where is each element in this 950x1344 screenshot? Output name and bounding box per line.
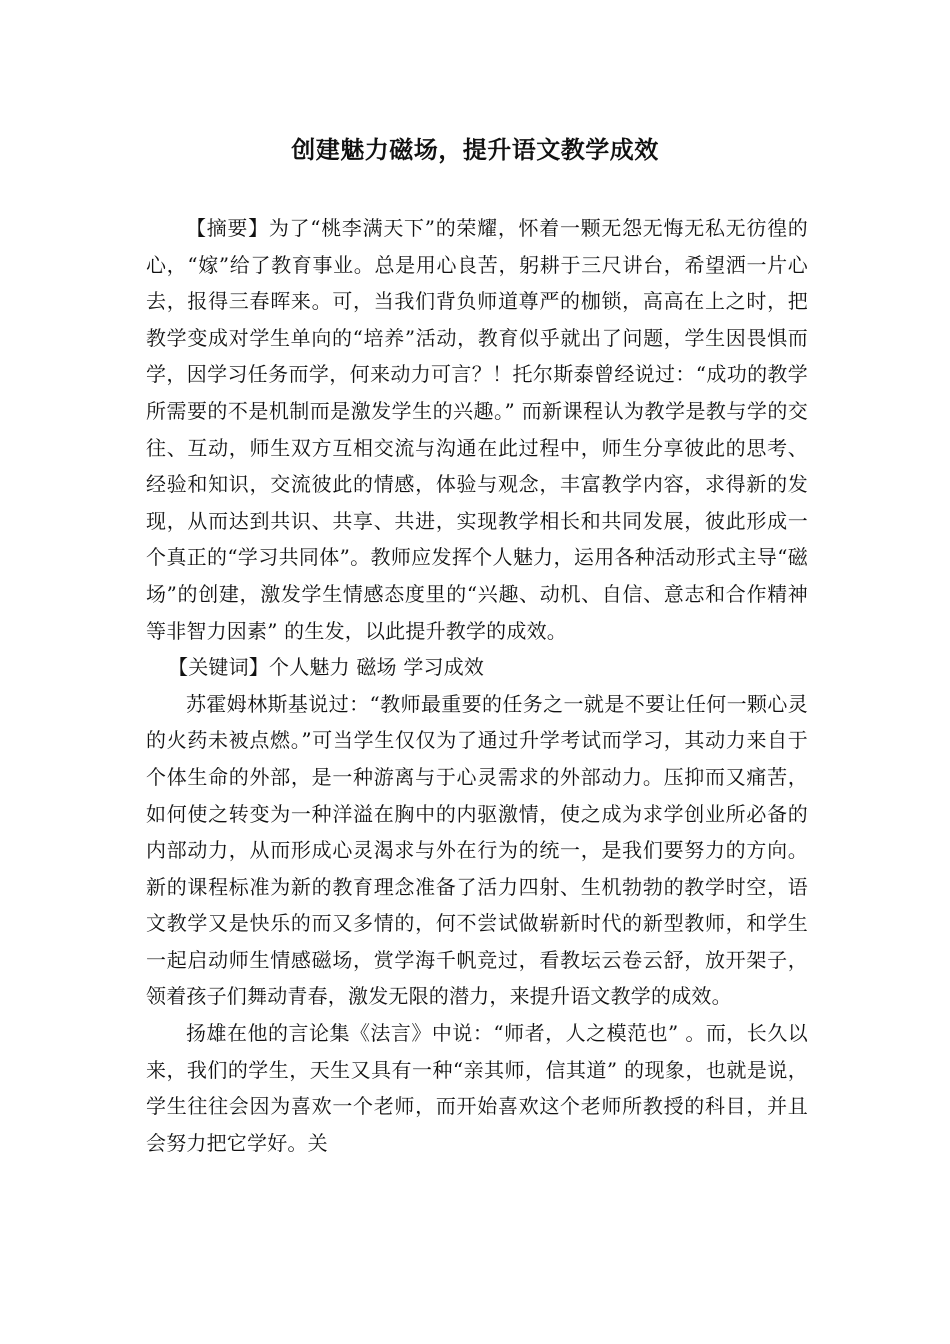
- body-paragraph-1: 苏霍姆林斯基说过：“教师最重要的任务之一就是不要让任何一颗心灵的火药未被点燃。”可当学生仅仅为了通过升学考试而学习，其动力来自于个体生命的外部，是一种游离与于心灵需求的外部动力。压抑而又痛苦，如何使之转变为一种洋溢在胸中的内驱激情，使之成为求学创业所必备的内部动力，从而形成心灵渴求与外在行为的统一，是我们要努力的方向。新的课程标准为新的教育理念准备了活力四射、生机勃勃的教学时空，语文教学又是快乐的而又多情的，何不尝试做崭新时代的新型教师，和学生一起启动师生情感磁场，赏学海千帆竞过，看教坛云卷云舒，放开架子，领着孩子们舞动青春，激发无限的潜力，来提升语文教学的成效。: [146, 691, 808, 1009]
- abstract-paragraph: 【摘要】为了“桃李满天下”的荣耀，怀着一颗无怨无悔无私无彷徨的心，“嫁”给了教育事业。总是用心良苦，躬耕于三尺讲台，希望洒一片心去，报得三春晖来。可，当我们背负师道尊严的枷锁，高高在上之时，把教学变成对学生单向的“培养”活动，教育似乎就出了问题，学生因畏惧而学，因学习任务而学，何来动力可言？！托尔斯泰曾经说过：“成功的教学所需要的不是机制而是激发学生的兴趣。” 而新课程认为教学是教与学的交往、互动，师生双方互相交流与沟通在此过程中，师生分享彼此的思考、经验和知识，交流彼此的情感，体验与观念，丰富教学内容，求得新的发现，从而达到共识、共享、共进，实现教学相长和共同发展，彼此形成一个真正的“学习共同体”。教师应发挥个人魅力，运用各种活动形式主导“磁场”的创建，激发学生情感态度里的“兴趣、动机、自信、意志和合作精神等非智力因素” 的生发，以此提升教学的成效。: [146, 216, 808, 643]
- body-paragraph-2: 扬雄在他的言论集《法言》中说：“师者，人之模范也” 。而，长久以来，我们的学生，天生又具有一种“亲其师，信其道” 的现象，也就是说，学生往往会因为喜欢一个老师，而开始喜欢这个老师所教授的科目，并且会努力把它学好。关: [146, 1021, 808, 1155]
- keywords-line: 【关键词】个人魅力 磁场 学习成效: [168, 655, 485, 680]
- document-body: [146, 210, 808, 1161]
- document-title: 创建魅力磁场，提升语文教学成效: [291, 135, 659, 164]
